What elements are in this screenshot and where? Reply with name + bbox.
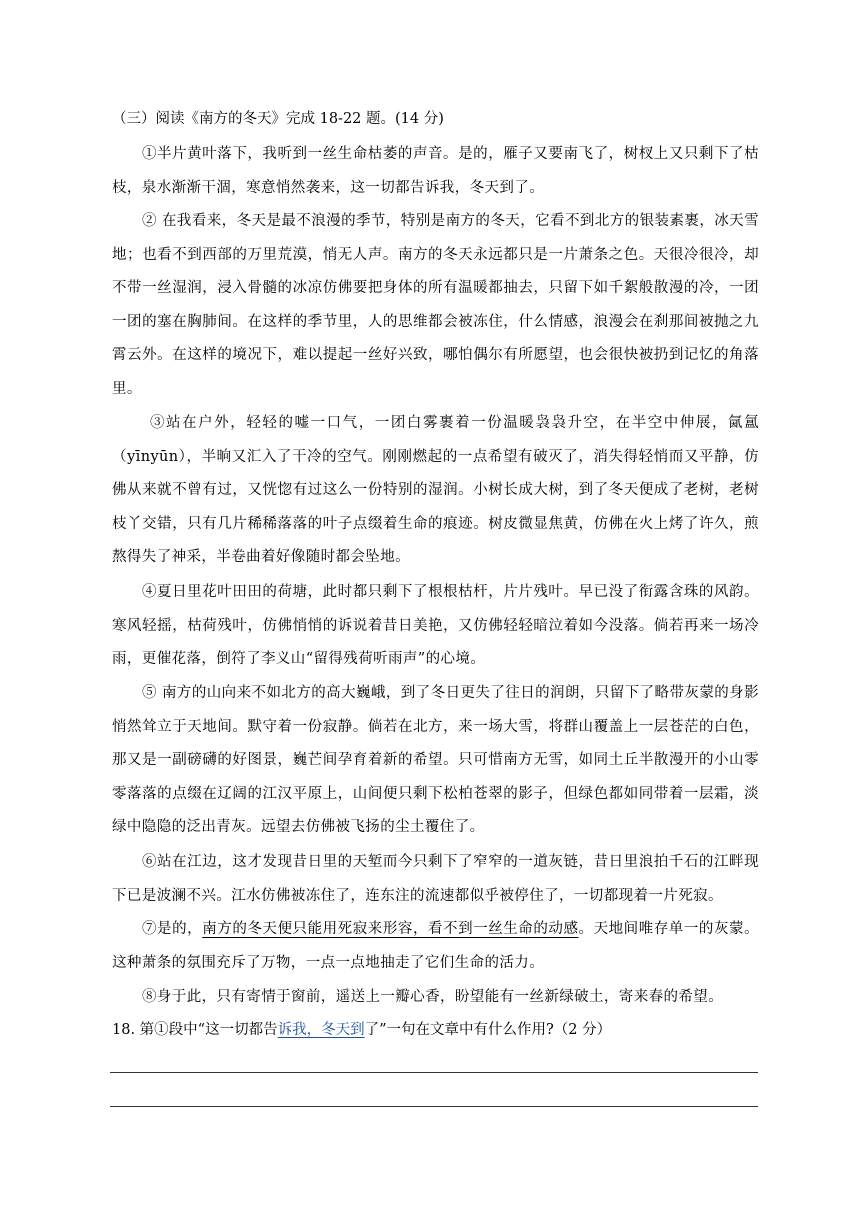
paragraph-5: ⑤ 南方的山向来不如北方的高大巍峨，到了冬日更失了往日的润朗，只留下了略带灰蒙的身影悄然耸立于天地间。默守着一份寂静。倘若在北方，来一场大雪，将群山覆盖上一层苍茫的白色，那又是一副磅礴的好图景，巍芒间孕育着新的希望。只可惜南方无雪，如同土丘半散漫开的小山零零落落的点缀在辽阔的江汉平原上，山间便只剩下松柏苍翠的影子，但绿色都如同带着一层霜，淡绿中隐隐的泛出青灰。远望去仿佛被飞扬的尘土覆住了。	[112, 685, 759, 835]
paragraph-7	[112, 913, 759, 980]
question-18	[112, 1016, 611, 1044]
answer-line-2[interactable]	[110, 1106, 758, 1107]
paragraph-7-underlined: 南方的冬天便只能用死寂来形容，看不到一丝生命的动感	[202, 921, 579, 937]
answer-line-1[interactable]	[110, 1072, 758, 1073]
question-18-suffix: 了”一句在文章中有什么作用?（2 分）	[364, 1022, 612, 1038]
paragraph-3: ③站在户外，轻轻的嘘一口气，一团白雾裹着一份温暖袅袅升空，在半空中伸展，氤氲（yīnyūn），半晌又汇入了干冷的空气。刚刚燃起的一点希望有破灭了，消失得轻悄而又平静，仿佛从来就不曾有过，又恍惚有过这么一份特别的湿润。小树长成大树，到了冬天便成了老树，老树枝丫交错，只有几片稀稀落落的叶子点缀着生命的痕迹。树皮微显焦黄，仿佛在火上烤了许久，煎熬得失了神采，半卷曲着好像随时都会坠地。	[112, 415, 759, 565]
paragraph-8: ⑧身于此，只有寄情于窗前，遥送上一瓣心香，盼望能有一丝新绿破土，寄来春的希望。	[142, 989, 724, 1005]
paragraph-7-start: ⑦是的，	[142, 921, 203, 937]
question-18-underlined: 诉我，冬天到	[277, 1022, 365, 1038]
question-18-prefix: 18. 第①段中“这一切都告	[112, 1022, 278, 1038]
section-heading: （三）阅读《南方的冬天》完成 18-22 题。(14 分)	[112, 111, 444, 127]
paragraph-6: ⑥站在江边，这才发现昔日里的天堑而今只剩下了窄窄的一道灰链，昔日里浪拍千石的江畔现下已是波澜不兴。江水仿佛被冻住了，连东注的流速都似乎被停住了，一切都现着一片死寂。	[112, 854, 759, 904]
paragraph-1: ①半片黄叶落下，我听到一丝生命枯萎的声音。是的，雁子又要南飞了，树杈上又只剩下了枯枝，泉水渐渐干涸，寒意悄然袭来，这一切都告诉我，冬天到了。	[112, 146, 759, 196]
paragraph-2: ② 在我看来，冬天是最不浪漫的季节，特别是南方的冬天，它看不到北方的银装素裹，冰天雪地；也看不到西部的万里荒漠，悄无人声。南方的冬天永远都只是一片萧条之色。天很冷很冷，却不带一丝湿润，浸入骨髓的冰凉仿佛要把身体的所有温暖都抽去，只留下如千絮般散漫的冷，一团一团的塞在胸肺间。在这样的季节里，人的思维都会被冻住，什么情感，浪漫会在刹那间被抛之九霄云外。在这样的境况下，难以提起一丝好兴致，哪怕偶尔有所愿望，也会很快被扔到记忆的角落里。	[112, 213, 759, 397]
paragraph-4: ④夏日里花叶田田的荷塘，此时都只剩下了根根枯杆，片片残叶。早已没了衔露含珠的风韵。寒风轻摇，枯荷残叶，仿佛悄悄的诉说着昔日美艳，又仿佛轻轻暗泣着如今没落。倘若再来一场冷雨，更催花落，倒符了李义山“留得残荷听雨声”的心境。	[112, 584, 759, 667]
paragraph-7-end: 。天地间唯存单一的灰蒙。这种萧条的氛围充斥了万物，一点一点地抽走了它们生命的活力。	[112, 921, 759, 971]
